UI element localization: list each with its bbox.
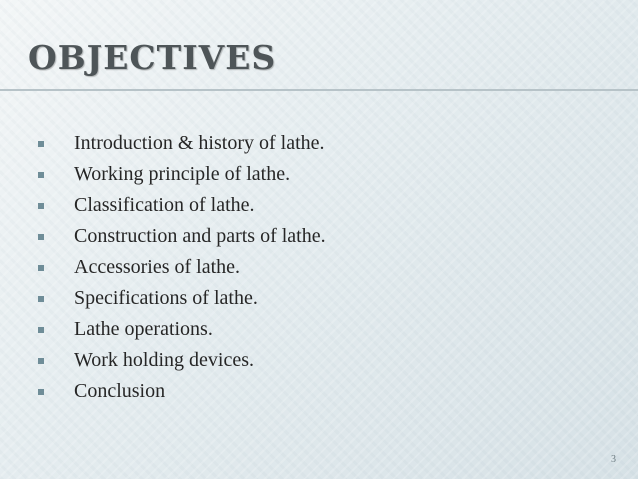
list-item-text: Construction and parts of lathe. bbox=[74, 225, 326, 247]
list-item-text: Work holding devices. bbox=[74, 349, 255, 371]
square-bullet-icon bbox=[38, 141, 44, 147]
square-bullet-icon bbox=[38, 203, 44, 209]
square-bullet-icon bbox=[38, 172, 44, 178]
list-item-text: Accessories of lathe. bbox=[74, 256, 241, 278]
list-item bbox=[38, 159, 326, 190]
list-item bbox=[38, 345, 326, 376]
list-item-text: Conclusion bbox=[74, 380, 166, 402]
list-item bbox=[38, 190, 326, 221]
square-bullet-icon bbox=[38, 296, 44, 302]
list-item-text: Specifications of lathe. bbox=[74, 287, 258, 309]
list-item bbox=[38, 252, 326, 283]
square-bullet-icon bbox=[38, 389, 44, 395]
list-item bbox=[38, 221, 326, 252]
list-item-text: Working principle of lathe. bbox=[74, 163, 291, 185]
list-item bbox=[38, 314, 326, 345]
square-bullet-icon bbox=[38, 327, 44, 333]
list-item-text: Lathe operations. bbox=[74, 318, 213, 340]
title-divider bbox=[0, 89, 638, 91]
page-number: 3 bbox=[611, 454, 616, 465]
list-item bbox=[38, 283, 326, 314]
list-item bbox=[38, 128, 326, 159]
objectives-list bbox=[38, 128, 326, 407]
square-bullet-icon bbox=[38, 234, 44, 240]
slide-title: OBJECTIVES bbox=[28, 38, 277, 77]
list-item-text: Introduction & history of lathe. bbox=[74, 132, 325, 154]
list-item bbox=[38, 376, 326, 407]
square-bullet-icon bbox=[38, 358, 44, 364]
list-item-text: Classification of lathe. bbox=[74, 194, 255, 216]
square-bullet-icon bbox=[38, 265, 44, 271]
